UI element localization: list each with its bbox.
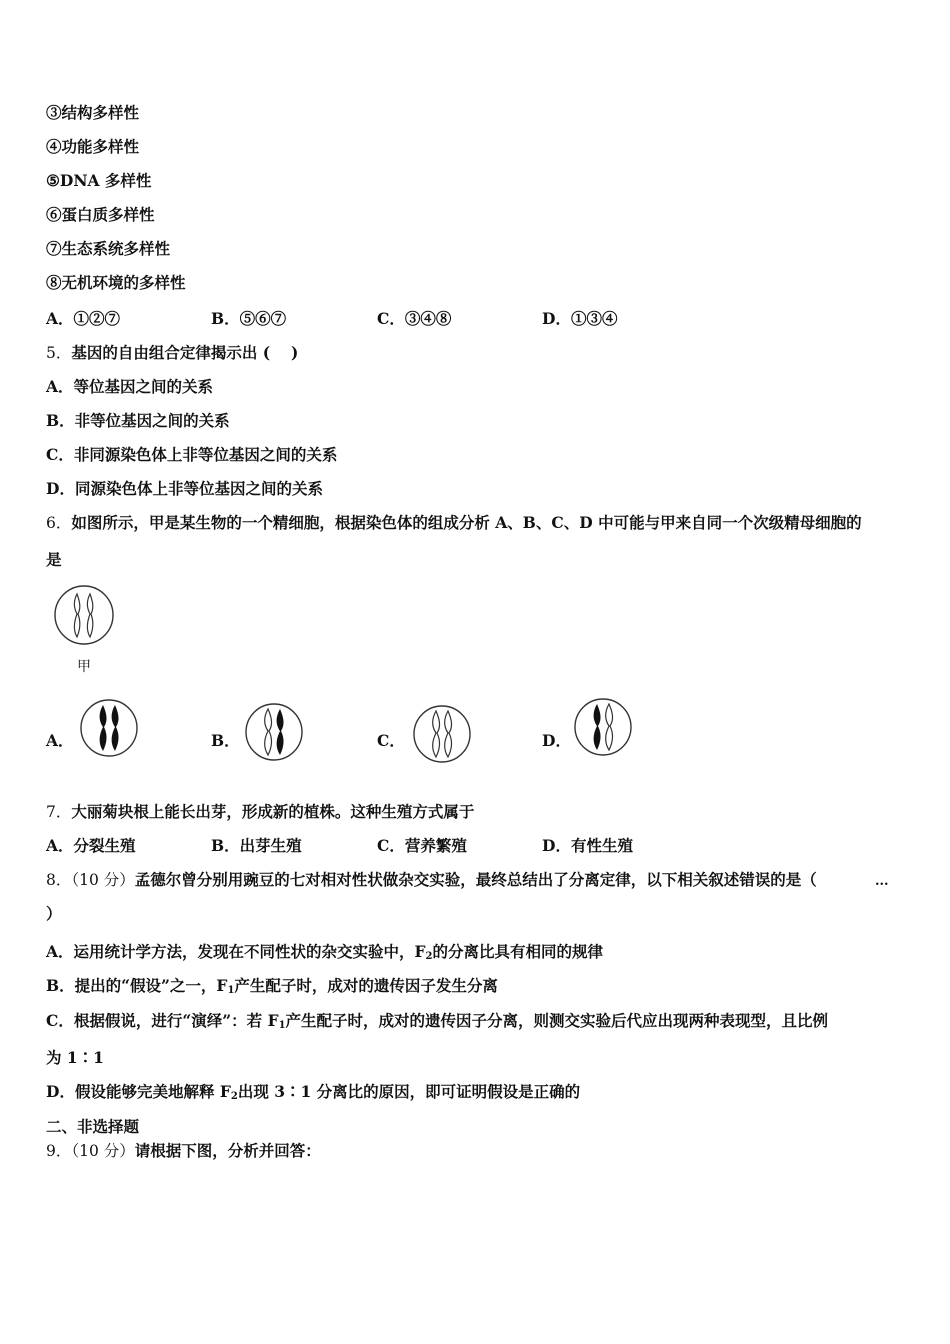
- q5-number: 5．: [46, 344, 72, 362]
- q6-option-a-cell: [78, 697, 140, 759]
- q6-option-b-label: B．: [211, 731, 240, 750]
- q8-option-c-line2: 为 1∶1: [46, 1048, 104, 1067]
- cell-jia-label: 甲: [77, 659, 91, 675]
- q6-stem: [46, 511, 862, 533]
- q8-number: 8．: [46, 871, 72, 889]
- q5-option-b: B．非等位基因之间的关系: [46, 411, 230, 430]
- q4-item-4: ④功能多样性: [46, 137, 140, 156]
- q6-stem-text: 如图所示，甲是某生物的一个精细胞，根据染色体的组成分析 A、B、C、D 中可能与甲来自同一个次级精母细胞的: [71, 513, 862, 532]
- q9-score: （10 分）: [71, 1142, 135, 1160]
- q7-option-c: C．营养繁殖: [377, 836, 467, 855]
- q7-option-a: A．分裂生殖: [46, 836, 136, 855]
- cell-jia-figure: [52, 584, 116, 646]
- q5-stem: [46, 341, 298, 363]
- q8-option-a-text2: 的分离比具有相同的规律: [432, 942, 604, 961]
- q4-item-7: ⑦生态系统多样性: [46, 239, 171, 258]
- q7-number: 7．: [46, 803, 72, 821]
- q4-item-8: ⑧无机环境的多样性: [46, 273, 186, 292]
- q5-option-d: D．同源染色体上非等位基因之间的关系: [46, 479, 323, 498]
- q8-option-b-text2: 产生配子时，成对的遗传因子发生分离: [234, 976, 498, 995]
- q4-option-d: D．①③④: [542, 309, 618, 328]
- q8-option-d-text: D．假设能够完美地解释 F: [46, 1082, 231, 1101]
- q6-option-c-cell: [411, 703, 473, 765]
- q6-option-b-cell: [243, 701, 305, 763]
- q8-option-a-text: A．运用统计学方法，发现在不同性状的杂交实验中，F: [46, 942, 426, 961]
- q5-option-c: C．非同源染色体上非等位基因之间的关系: [46, 445, 338, 464]
- q8-option-c-sub: 1: [278, 1020, 286, 1031]
- q8-stem: [46, 868, 817, 890]
- q5-stem-text: 基因的自由组合定律揭示出 ( ): [71, 343, 299, 362]
- q8-stem-line2: ）: [46, 904, 62, 923]
- q8-option-c: [46, 1009, 828, 1031]
- q9-stem: [46, 1139, 321, 1161]
- q8-ellipsis: ...: [875, 874, 889, 889]
- q4-item-3: ③结构多样性: [46, 103, 140, 122]
- q7-option-b: B．出芽生殖: [211, 836, 302, 855]
- q6-option-c-label: C．: [377, 731, 405, 750]
- q8-option-c-text: C．根据假说，进行“演绎”：若 F: [46, 1011, 279, 1030]
- q6-number: 6．: [46, 514, 72, 532]
- q9-stem-text: 请根据下图，分析并回答：: [134, 1141, 321, 1160]
- q8-option-b-sub: 1: [227, 985, 235, 996]
- q8-option-d-sub: 2: [230, 1091, 238, 1102]
- q7-option-d: D．有性生殖: [542, 836, 633, 855]
- q6-stem-line2: 是: [46, 550, 62, 569]
- q9-number: 9．: [46, 1142, 72, 1160]
- q8-option-d-text2: 出现 3∶1 分离比的原因，即可证明假设是正确的: [237, 1082, 581, 1101]
- q6-option-d-label: D．: [542, 731, 571, 750]
- q7-stem: [46, 800, 474, 822]
- q4-option-a: A．①②⑦: [46, 309, 121, 328]
- q4-item-6: ⑥蛋白质多样性: [46, 205, 155, 224]
- q8-option-c-text2: 产生配子时，成对的遗传因子分离，则测交实验后代应出现两种表现型，且比例: [285, 1011, 829, 1030]
- q8-stem-text: 孟德尔曾分别用豌豆的七对相对性状做杂交实验，最终总结出了分离定律，以下相关叙述错误的是（: [134, 870, 817, 889]
- q8-option-a: [46, 940, 603, 962]
- q5-option-a: A．等位基因之间的关系: [46, 377, 214, 396]
- q4-item-5: ⑤DNA 多样性: [46, 171, 152, 190]
- q6-option-a-label: A．: [46, 731, 74, 750]
- q8-option-d: [46, 1080, 580, 1102]
- q4-option-c: C．③④⑧: [377, 309, 452, 328]
- q8-option-b-text: B．提出的“假设”之一，F: [46, 976, 228, 995]
- q6-option-d-cell: [572, 696, 634, 758]
- q8-option-a-sub: 2: [425, 951, 433, 962]
- q7-stem-text: 大丽菊块根上能长出芽，形成新的植株。这种生殖方式属于: [71, 802, 475, 821]
- q8-option-b: [46, 974, 498, 996]
- q4-option-b: B．⑤⑥⑦: [211, 309, 287, 328]
- q8-score: （10 分）: [71, 871, 135, 889]
- section-title: 二、非选择题: [46, 1117, 140, 1136]
